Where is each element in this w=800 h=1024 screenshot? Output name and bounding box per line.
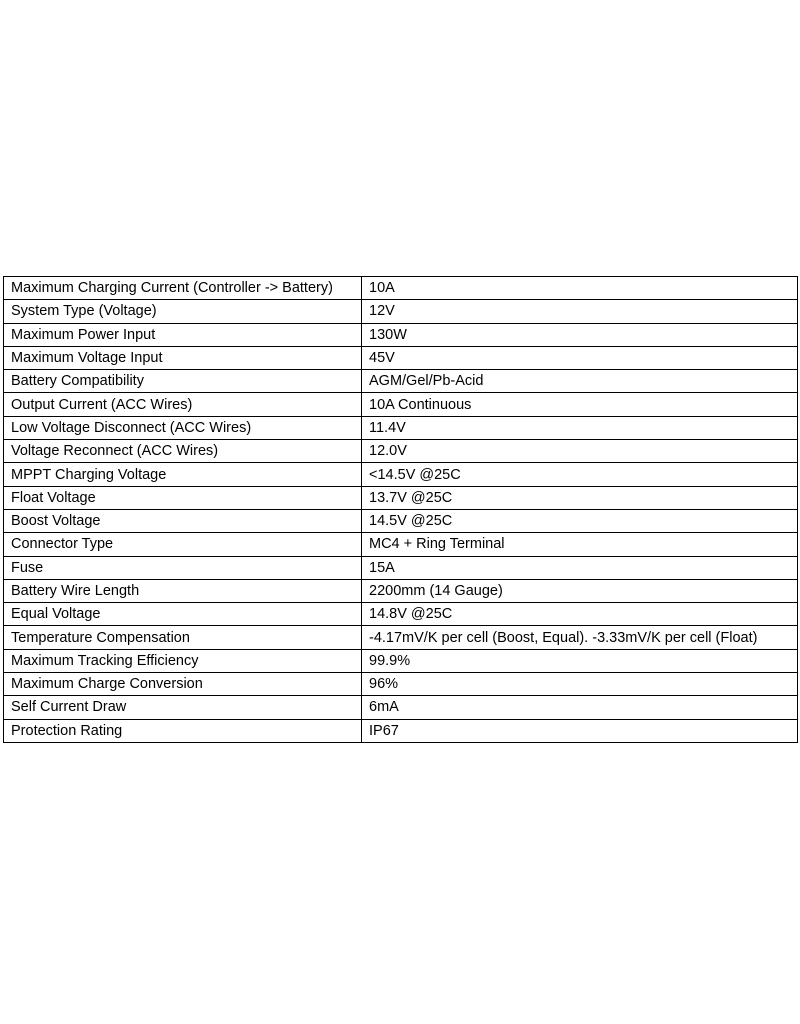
spec-value: 10A [362,277,798,300]
table-row [4,556,798,579]
table-row [4,300,798,323]
table-row [4,673,798,696]
table-row [4,370,798,393]
spec-label: MPPT Charging Voltage [4,463,362,486]
spec-label: Connector Type [4,533,362,556]
table-row [4,509,798,532]
spec-value: 10A Continuous [362,393,798,416]
table-row [4,719,798,742]
spec-value: 13.7V @25C [362,486,798,509]
table-row [4,486,798,509]
spec-value: 6mA [362,696,798,719]
table-row [4,277,798,300]
spec-label: Output Current (ACC Wires) [4,393,362,416]
spec-label: Voltage Reconnect (ACC Wires) [4,440,362,463]
spec-label: Maximum Tracking Efficiency [4,649,362,672]
spec-label: Battery Compatibility [4,370,362,393]
spec-label: System Type (Voltage) [4,300,362,323]
spec-value: 14.8V @25C [362,603,798,626]
table-row [4,603,798,626]
spec-value: 12V [362,300,798,323]
table-row [4,346,798,369]
spec-label: Fuse [4,556,362,579]
spec-value: 45V [362,346,798,369]
spec-label: Maximum Power Input [4,323,362,346]
spec-label: Boost Voltage [4,509,362,532]
spec-label: Temperature Compensation [4,626,362,649]
table-row [4,533,798,556]
spec-table-body [4,277,798,743]
table-row [4,463,798,486]
spec-value: 11.4V [362,416,798,439]
spec-label: Protection Rating [4,719,362,742]
spec-label: Low Voltage Disconnect (ACC Wires) [4,416,362,439]
table-row [4,323,798,346]
spec-label: Float Voltage [4,486,362,509]
table-row [4,579,798,602]
spec-label: Maximum Voltage Input [4,346,362,369]
spec-label: Maximum Charge Conversion [4,673,362,696]
spec-value: MC4 + Ring Terminal [362,533,798,556]
spec-value: 130W [362,323,798,346]
spec-value: 12.0V [362,440,798,463]
spec-label: Battery Wire Length [4,579,362,602]
table-row [4,649,798,672]
spec-value: 99.9% [362,649,798,672]
spec-value: AGM/Gel/Pb-Acid [362,370,798,393]
table-row [4,416,798,439]
table-row [4,393,798,416]
spec-value: <14.5V @25C [362,463,798,486]
table-row [4,626,798,649]
spec-table [3,276,798,743]
spec-value: 14.5V @25C [362,509,798,532]
table-row [4,696,798,719]
spec-label: Equal Voltage [4,603,362,626]
spec-label: Self Current Draw [4,696,362,719]
spec-value: IP67 [362,719,798,742]
spec-value: 15A [362,556,798,579]
spec-value: -4.17mV/K per cell (Boost, Equal). -3.33mV/K per cell (Float) [362,626,798,649]
spec-label: Maximum Charging Current (Controller -> Battery) [4,277,362,300]
spec-value: 96% [362,673,798,696]
spec-value: 2200mm (14 Gauge) [362,579,798,602]
table-row [4,440,798,463]
